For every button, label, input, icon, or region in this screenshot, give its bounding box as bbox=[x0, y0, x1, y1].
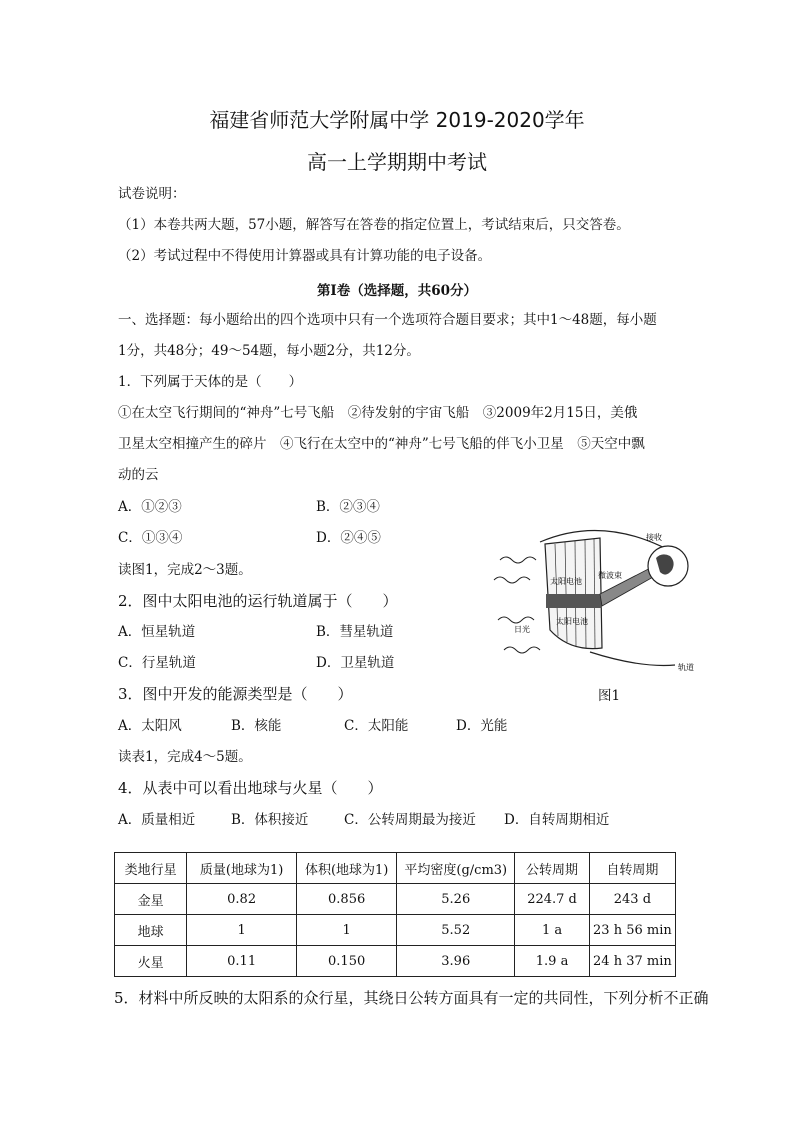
q1-option-d: D．②④⑤ bbox=[316, 530, 381, 546]
q3-option-c: C．太阳能 bbox=[344, 718, 409, 734]
table-cell: 0.150 bbox=[297, 946, 397, 977]
table-cell: 224.7 d bbox=[515, 884, 590, 915]
table-cell: 24 h 37 min bbox=[589, 946, 675, 977]
figure-solar-satellite bbox=[490, 520, 700, 682]
q1-items-line-1: ①在太空飞行期间的“神舟”七号飞船 ②待发射的宇宙飞船 ③2009年2月15日，美俄 bbox=[118, 405, 638, 421]
label-microwave: 微波束 bbox=[598, 571, 622, 580]
table-cell: 火星 bbox=[115, 946, 187, 977]
table-cell: 0.856 bbox=[297, 884, 397, 915]
section-intro-line-2: 1分，共48分；49～54题，每小题2分，共12分。 bbox=[118, 343, 420, 359]
q1-items-line-3: 动的云 bbox=[118, 467, 159, 483]
table-cell: 3.96 bbox=[397, 946, 515, 977]
table-header: 公转周期 bbox=[515, 853, 590, 884]
section-title: 第Ⅰ卷（选择题，共60分） bbox=[316, 283, 478, 299]
table-row bbox=[115, 915, 676, 946]
table-cell: 1.9 a bbox=[515, 946, 590, 977]
q1-option-b: B．②③④ bbox=[316, 499, 380, 515]
table-cell: 243 d bbox=[589, 884, 675, 915]
table-cell: 金星 bbox=[115, 884, 187, 915]
table-cell: 0.82 bbox=[187, 884, 297, 915]
read-figure-note: 读图1，完成2～3题。 bbox=[118, 562, 252, 578]
table-cell: 5.26 bbox=[397, 884, 515, 915]
q2-option-c: C．行星轨道 bbox=[118, 655, 196, 671]
q2-option-d: D．卫星轨道 bbox=[316, 655, 395, 671]
q2-option-a: A．恒星轨道 bbox=[118, 624, 196, 640]
table-cell: 23 h 56 min bbox=[589, 915, 675, 946]
q1-option-a: A．①②③ bbox=[118, 499, 182, 515]
instructions-heading: 试卷说明： bbox=[118, 186, 186, 202]
q2-stem: 2．图中太阳电池的运行轨道属于（ ） bbox=[118, 592, 398, 610]
q4-option-a: A．质量相近 bbox=[118, 812, 196, 828]
table-header: 平均密度(g/cm3) bbox=[397, 853, 515, 884]
q1-items-line-2: 卫星太空相撞产生的碎片 ④飞行在太空中的“神舟”七号飞船的伴飞小卫星 ⑤天空中飘 bbox=[118, 436, 645, 452]
instruction-1: （1）本卷共两大题，57小题，解答写在答卷的指定位置上，考试结束后，只交答卷。 bbox=[118, 217, 630, 233]
read-table-note: 读表1，完成4～5题。 bbox=[118, 749, 252, 765]
table-cell: 1 a bbox=[515, 915, 590, 946]
table-header-row bbox=[115, 853, 676, 884]
q3-option-d: D．光能 bbox=[456, 718, 508, 734]
q2-option-b: B．彗星轨道 bbox=[316, 624, 394, 640]
table-cell: 地球 bbox=[115, 915, 187, 946]
q4-option-c: C．公转周期最为接近 bbox=[344, 812, 476, 828]
q1-option-c: C．①③④ bbox=[118, 530, 183, 546]
table-cell: 0.11 bbox=[187, 946, 297, 977]
exam-subtitle: 高一上学期期中考试 bbox=[307, 150, 487, 174]
solar-satellite-illustration bbox=[490, 520, 700, 682]
table-cell: 5.52 bbox=[397, 915, 515, 946]
table-row bbox=[115, 884, 676, 915]
section-intro-line-1: 一、选择题：每小题给出的四个选项中只有一个选项符合题目要求；其中1～48题，每小题 bbox=[118, 312, 657, 328]
table-cell: 1 bbox=[187, 915, 297, 946]
label-orbit: 轨道 bbox=[678, 663, 694, 672]
table-header: 自转周期 bbox=[589, 853, 675, 884]
label-solar-cell-2: 太阳电池 bbox=[556, 617, 588, 626]
planet-table bbox=[114, 852, 676, 977]
q3-option-a: A．太阳风 bbox=[118, 718, 182, 734]
exam-title: 福建省师范大学附属中学 2019-2020学年 bbox=[209, 108, 585, 132]
table-header: 体积(地球为1) bbox=[297, 853, 397, 884]
figure-caption: 图1 bbox=[598, 688, 621, 704]
q4-stem: 4．从表中可以看出地球与火星（ ） bbox=[118, 779, 383, 797]
instruction-2: （2）考试过程中不得使用计算器或具有计算功能的电子设备。 bbox=[118, 248, 492, 264]
q3-option-b: B．核能 bbox=[231, 718, 282, 734]
q1-stem: 1．下列属于天体的是（ ） bbox=[118, 374, 303, 390]
table-cell: 1 bbox=[297, 915, 397, 946]
table-header: 质量(地球为1) bbox=[187, 853, 297, 884]
q4-option-b: B．体积接近 bbox=[231, 812, 309, 828]
label-sunlight: 日光 bbox=[514, 625, 530, 634]
table-header: 类地行星 bbox=[115, 853, 187, 884]
table-row bbox=[115, 946, 676, 977]
q5-stem: 5．材料中所反映的太阳系的众行星，其绕日公转方面具有一定的共同性，下列分析不正确 bbox=[114, 989, 709, 1007]
label-receive: 接收 bbox=[646, 533, 662, 542]
q4-option-d: D．自转周期相近 bbox=[504, 812, 610, 828]
q3-stem: 3．图中开发的能源类型是（ ） bbox=[118, 685, 353, 703]
label-solar-cell-1: 太阳电池 bbox=[550, 577, 582, 586]
